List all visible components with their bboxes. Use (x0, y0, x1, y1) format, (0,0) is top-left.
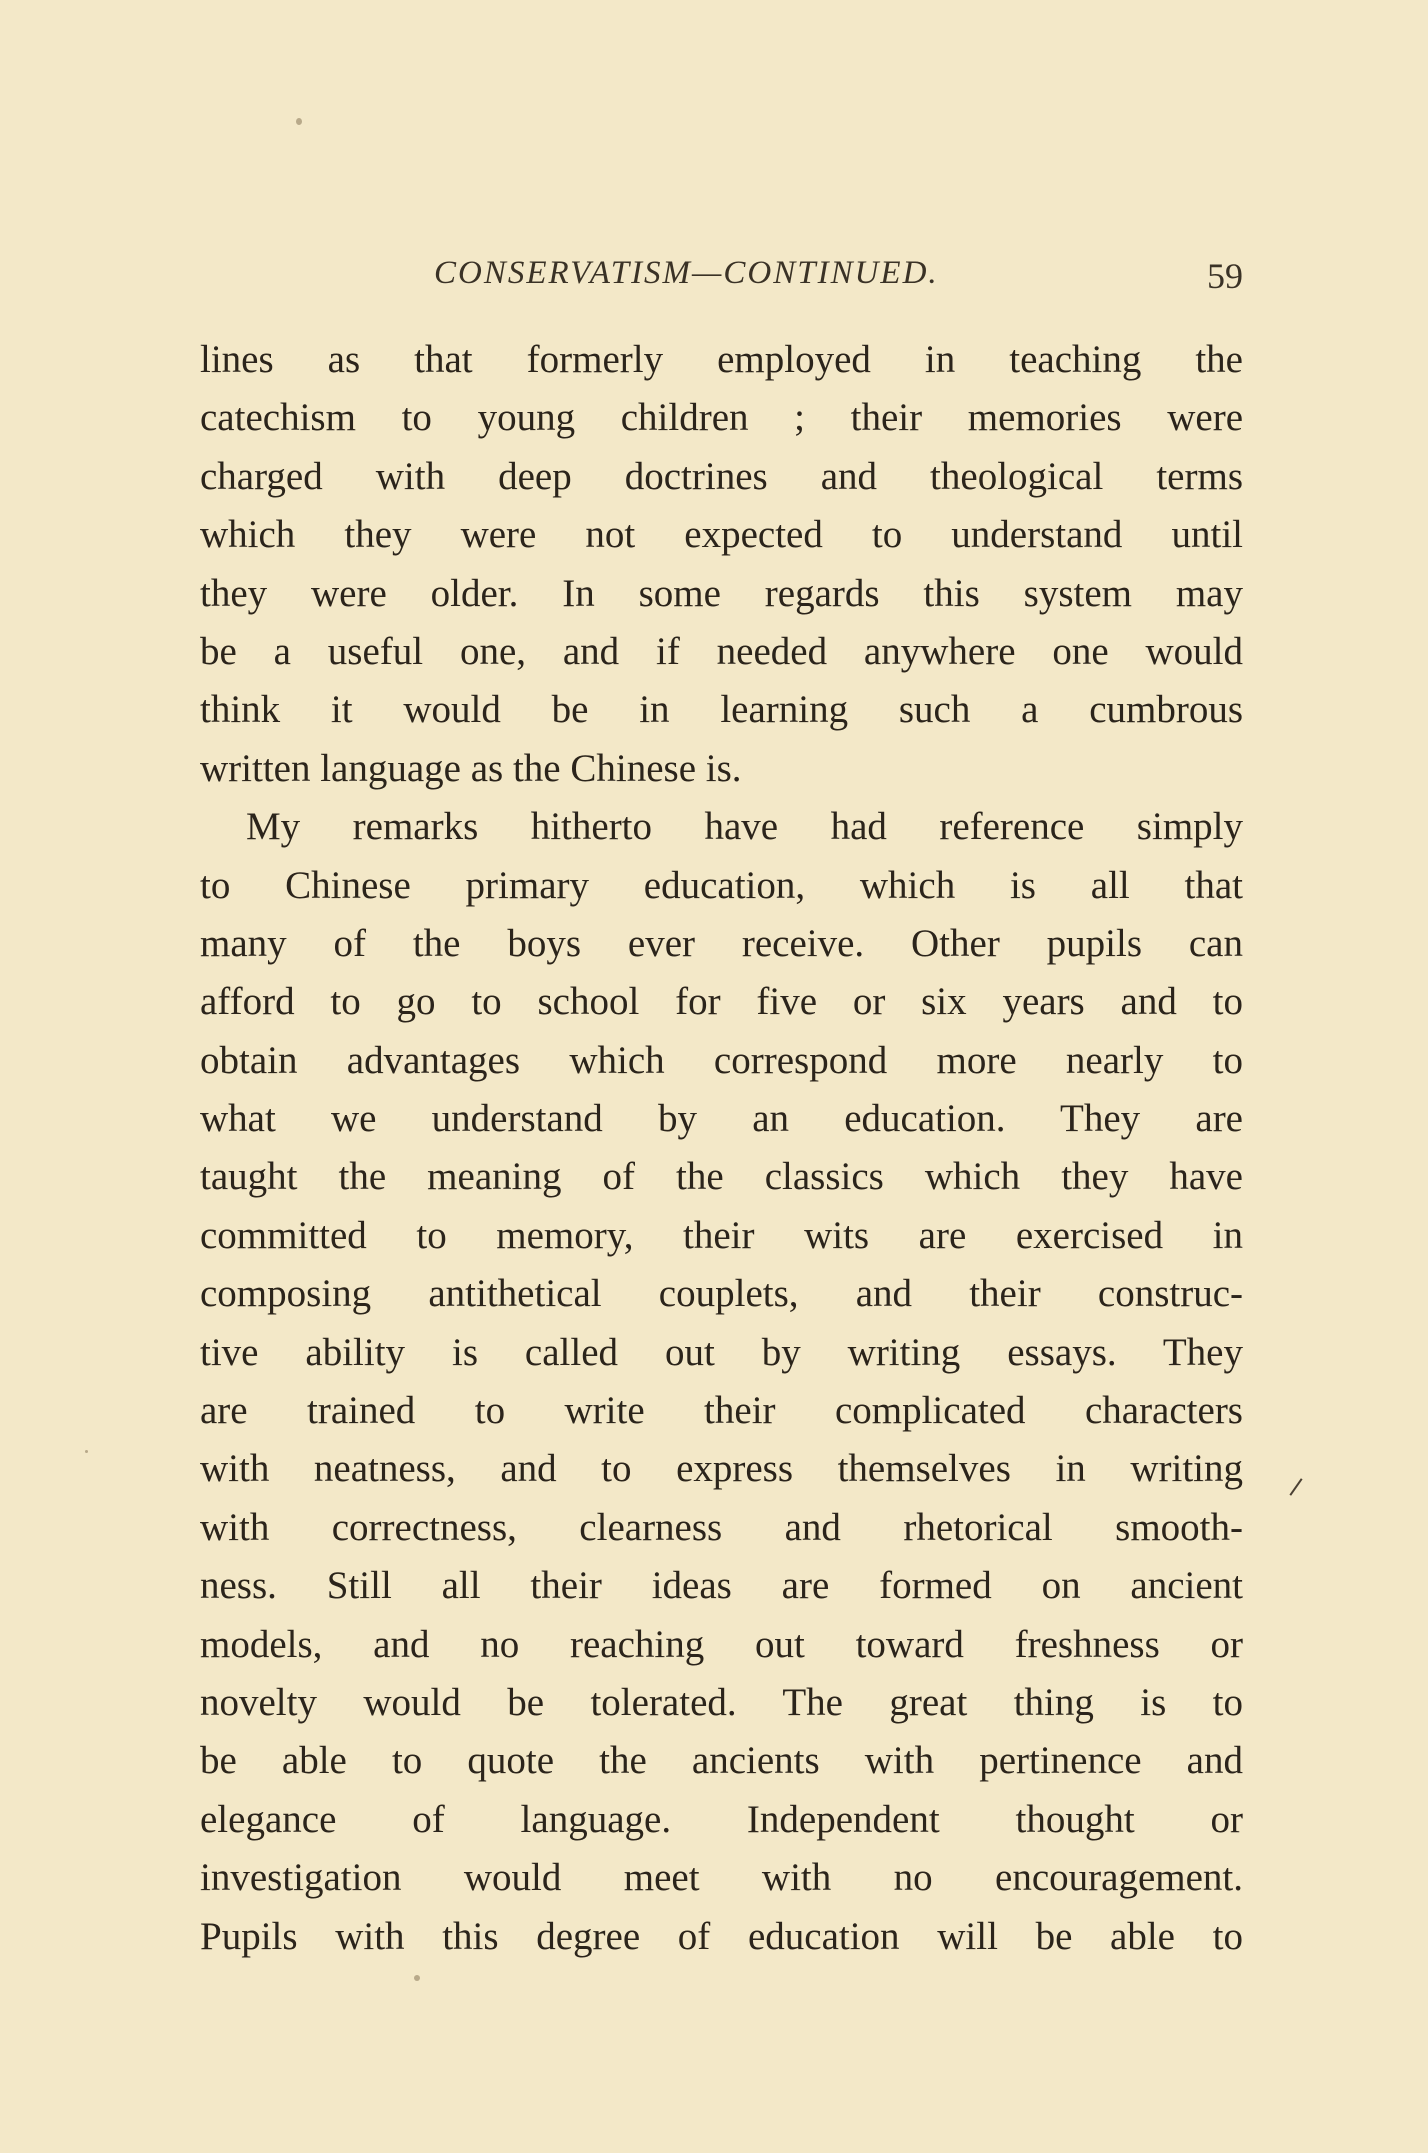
text-line: to Chinese primary education, which is all that (200, 863, 1243, 907)
text-line: what we understand by an education. They are (200, 1097, 1243, 1141)
paragraph-start-line: My remarks hitherto have had reference simply (246, 805, 1243, 849)
text-line: they were older. In some regards this system may (200, 571, 1243, 615)
text-line: tive ability is called out by writing essays. They (200, 1330, 1243, 1374)
text-line: catechism to young children ; their memories were (200, 396, 1243, 440)
text-line: with neatness, and to express themselves in writing (200, 1447, 1243, 1491)
text-line: think it would be in learning such a cumbrous (200, 688, 1243, 732)
text-line: with correctness, clearness and rhetorical smooth- (200, 1505, 1243, 1549)
text-line: Pupils with this degree of education will be able to (200, 1914, 1243, 1958)
paper-speck (85, 1450, 88, 1453)
text-line: ness. Still all their ideas are formed on ancient (200, 1564, 1243, 1608)
pencil-mark (1289, 1478, 1302, 1496)
text-line: obtain advantages which correspond more nearly to (200, 1038, 1243, 1082)
text-line: charged with deep doctrines and theological terms (200, 454, 1243, 498)
text-line: lines as that formerly employed in teaching the (200, 338, 1243, 381)
text-line: investigation would meet with no encouragement. (200, 1856, 1243, 1900)
text-line: are trained to write their complicated characters (200, 1389, 1243, 1433)
paper-speck (414, 1975, 420, 1981)
page-header (200, 255, 1243, 305)
text-line: written language as the Chinese is. (200, 746, 742, 790)
text-line: taught the meaning of the classics which they have (200, 1155, 1243, 1199)
text-line: afford to go to school for five or six years and to (200, 980, 1243, 1024)
text-line: models, and no reaching out toward freshness or (200, 1622, 1243, 1666)
text-line: committed to memory, their wits are exercised in (200, 1213, 1243, 1257)
text-line: be a useful one, and if needed anywhere one would (200, 629, 1243, 673)
text-line: composing antithetical couplets, and their construc- (200, 1272, 1243, 1316)
paper-speck (296, 118, 302, 125)
text-line: novelty would be tolerated. The great thing is to (200, 1680, 1243, 1724)
body-text (200, 331, 1243, 1966)
running-title: CONSERVATISM—CONTINUED. (434, 255, 939, 291)
text-line: many of the boys ever receive. Other pupils can (200, 921, 1243, 965)
text-line: which they were not expected to understand until (200, 513, 1243, 557)
text-line: be able to quote the ancients with pertinence and (200, 1739, 1243, 1783)
page-number: 59 (1207, 256, 1243, 296)
text-line: elegance of language. Independent thought or (200, 1797, 1243, 1841)
